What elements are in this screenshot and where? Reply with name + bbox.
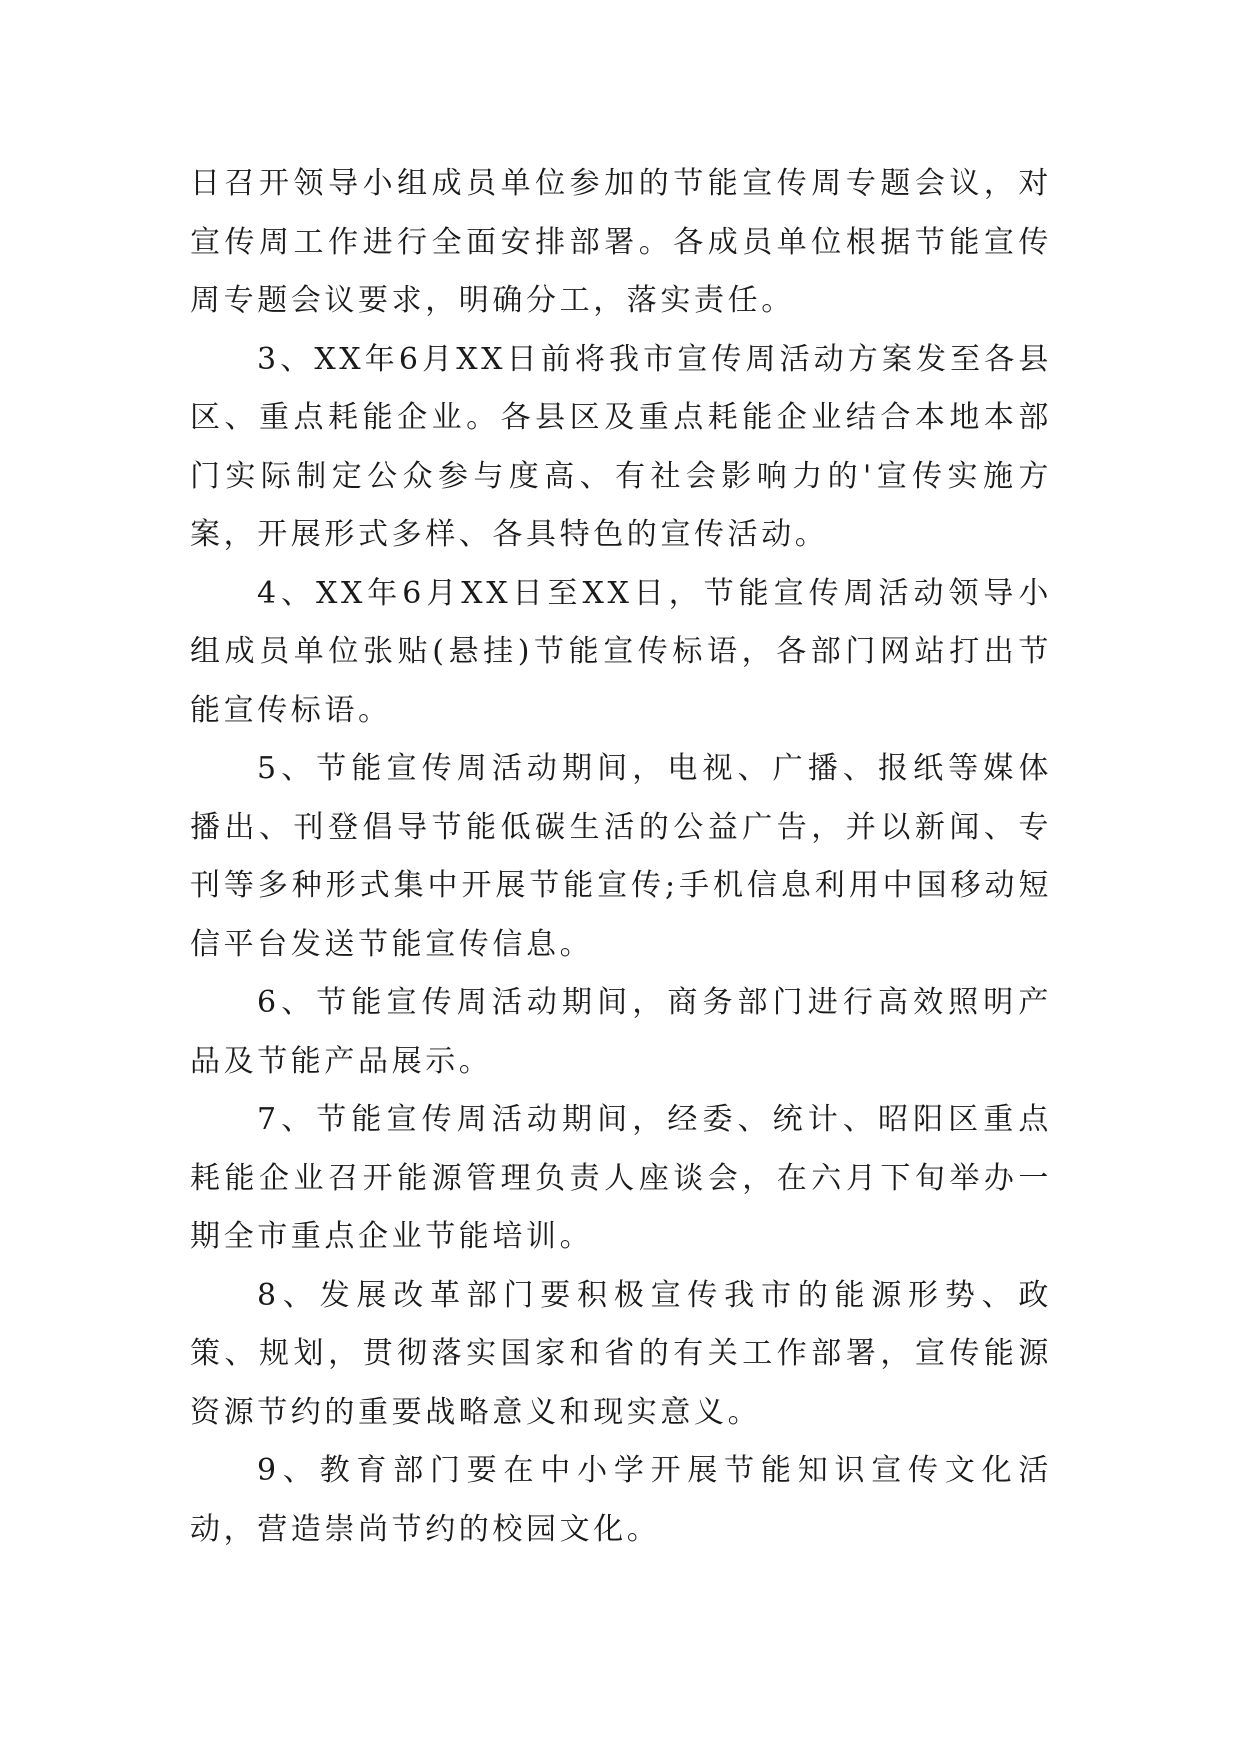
paragraph-item-4: 4、XX年6月XX日至XX日，节能宣传周活动领导小组成员单位张贴(悬挂)节能宣传标语，各部门网站打出节能宣传标语。 <box>190 575 1052 728</box>
paragraph-item-6: 6、节能宣传周活动期间，商务部门进行高效照明产品及节能产品展示。 <box>190 985 1052 1079</box>
paragraph-continuation: 日召开领导小组成员单位参加的节能宣传周专题会议，对宣传周工作进行全面安排部署。各成员单位根据节能宣传周专题会议要求，明确分工，落实责任。 <box>190 166 1052 318</box>
paragraph-item-9: 9、教育部门要在中小学开展节能知识宣传文化活动，营造崇尚节约的校园文化。 <box>190 1453 1052 1547</box>
paragraph-item-3: 3、XX年6月XX日前将我市宣传周活动方案发至各县区、重点耗能企业。各县区及重点耗能企业结合本地本部门实际制定公众参与度高、有社会影响力的'宣传实施方案，开展形式多样、各具特色的宣传活动。 <box>190 341 1052 552</box>
paragraph-item-8: 8、发展改革部门要积极宣传我市的能源形势、政策、规划，贯彻落实国家和省的有关工作部署，宣传能源资源节约的重要战略意义和现实意义。 <box>190 1277 1052 1430</box>
paragraph-item-5: 5、节能宣传周活动期间，电视、广播、报纸等媒体播出、刊登倡导节能低碳生活的公益广告，并以新闻、专刊等多种形式集中开展节能宣传;手机信息利用中国移动短信平台发送节能宣传信息。 <box>190 751 1052 962</box>
document-body <box>190 155 1052 1559</box>
paragraph-item-7: 7、节能宣传周活动期间，经委、统计、昭阳区重点耗能企业召开能源管理负责人座谈会，在六月下旬举办一期全市重点企业节能培训。 <box>190 1102 1052 1254</box>
